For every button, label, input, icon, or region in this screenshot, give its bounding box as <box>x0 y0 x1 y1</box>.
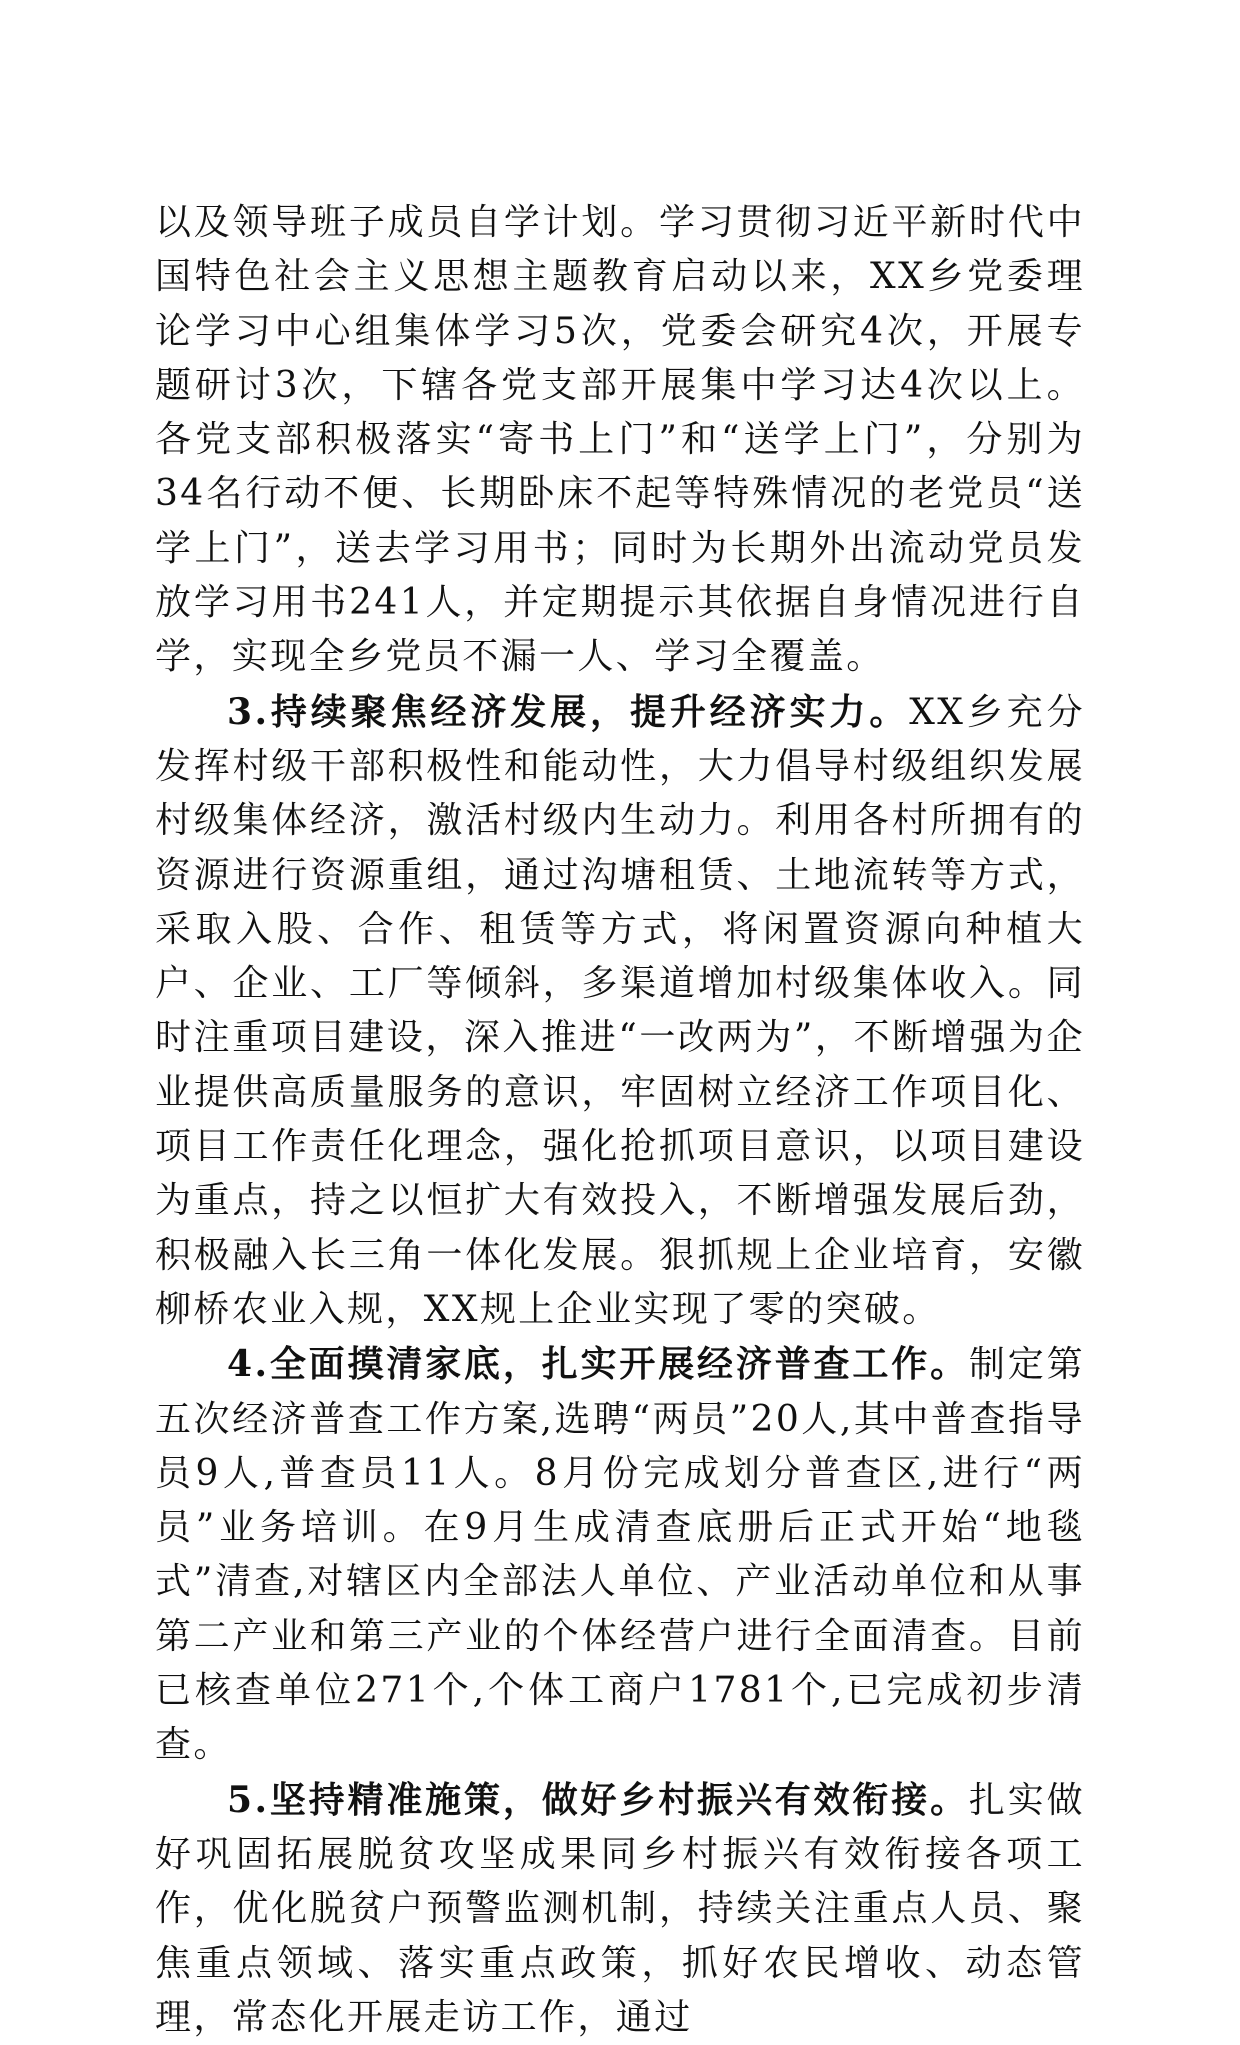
paragraph-economic-development <box>155 685 1085 1338</box>
paragraph-body: XX乡充分发挥村级干部积极性和能动性，大力倡导村级组织发展村级集体经济，激活村级内生动力。利用各村所拥有的资源进行资源重组，通过沟塘租赁、土地流转等方式，采取入股、合作、租赁等方式，将闲置资源向种植大户、企业、工厂等倾斜，多渠道增加村级集体收入。同时注重项目建设，深入推进“一改两为”，不断增强为企业提供高质量服务的意识，牢固树立经济工作项目化、项目工作责任化理念，强化抢抓项目意识，以项目建设为重点，持之以恒扩大有效投入，不断增强发展后劲，积极融入长三角一体化发展。狠抓规上企业培育，安徽柳桥农业入规，XX规上企业实现了零的突破。 <box>155 691 1085 1330</box>
paragraph-heading: 5.坚持精准施策，做好乡村振兴有效衔接。 <box>227 1778 969 1821</box>
paragraph-body: 制定第五次经济普查工作方案,选聘“两员”20人,其中普查指导员9人,普查员11人。8月份完成划分普查区,进行“两员”业务培训。在9月生成清查底册后正式开始“地毯式”清查,对辖区内全部法人单位、产业活动单位和从事第二产业和第三产业的个体经营户进行全面清查。目前已核查单位271个,个体工商户1781个,已完成初步清查。 <box>155 1344 1085 1766</box>
paragraph-heading: 3.持续聚焦经济发展，提升经济实力。 <box>227 690 910 733</box>
paragraph-economic-census <box>155 1337 1085 1772</box>
paragraph-rural-revitalization <box>155 1773 1085 2045</box>
document-body <box>155 196 1085 2045</box>
paragraph-study-plan <box>155 196 1085 685</box>
paragraph-heading: 4.全面摸清家底，扎实开展经济普查工作。 <box>227 1343 969 1386</box>
paragraph-body: 以及领导班子成员自学计划。学习贯彻习近平新时代中国特色社会主义思想主题教育启动以来，XX乡党委理论学习中心组集体学习5次，党委会研究4次，开展专题研讨3次，下辖各党支部开展集中学习达4次以上。各党支部积极落实“寄书上门”和“送学上门”，分别为34名行动不便、长期卧床不起等特殊情况的老党员“送学上门”，送去学习用书；同时为长期外出流动党员发放学习用书241人，并定期提示其依据自身情况进行自学，实现全乡党员不漏一人、学习全覆盖。 <box>155 202 1085 678</box>
paragraph-body: 扎实做好巩固拓展脱贫攻坚成果同乡村振兴有效衔接各项工作，优化脱贫户预警监测机制，持续关注重点人员、聚焦重点领域、落实重点政策，抓好农民增收、动态管理，常态化开展走访工作，通过 <box>155 1779 1085 2038</box>
